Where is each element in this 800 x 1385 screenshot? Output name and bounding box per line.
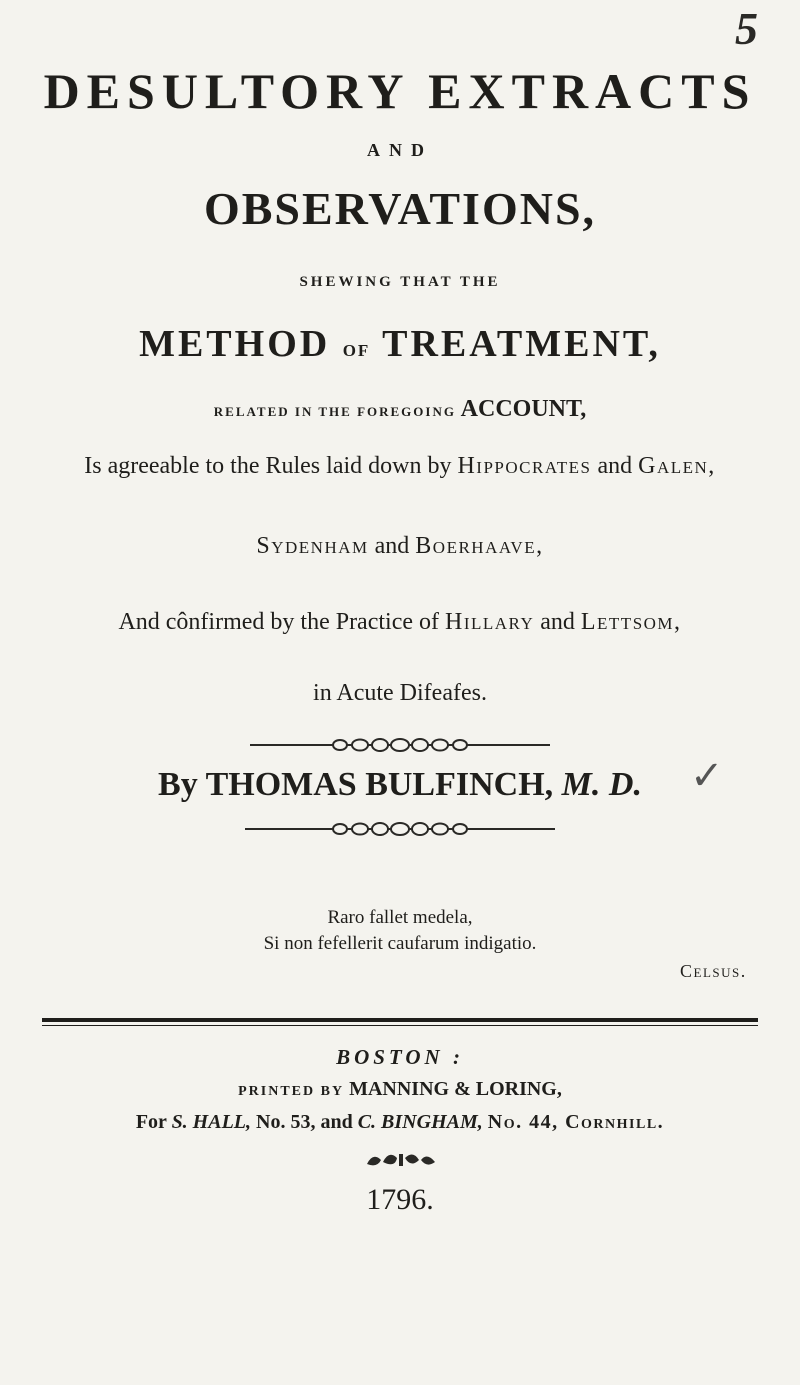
author-name: By THOMAS BULFINCH, bbox=[158, 766, 554, 803]
corner-mark: 5 bbox=[735, 3, 758, 54]
ornament-rule-bottom bbox=[245, 822, 555, 836]
motto-line-1: Raro fallet medela, bbox=[327, 907, 473, 928]
imprint-mid: No. 53, and bbox=[256, 1111, 353, 1133]
related-small: RELATED IN THE FOREGOING bbox=[213, 404, 456, 419]
sydenham-and: and bbox=[374, 533, 410, 559]
confirmed-line bbox=[0, 609, 800, 636]
imprint-city: BOSTON : bbox=[336, 1045, 464, 1069]
printer-flourish bbox=[365, 1150, 437, 1170]
method-line bbox=[0, 322, 800, 366]
imprint-year: 1796. bbox=[366, 1183, 434, 1216]
method-word: METHOD bbox=[139, 323, 331, 365]
imprint-seller-bingham: C. BINGHAM, bbox=[357, 1111, 483, 1133]
imprint-address: No. 44, Cornhill. bbox=[487, 1111, 665, 1133]
title-line-1: DESULTORY EXTRACTS bbox=[43, 63, 757, 119]
imprint-sellers-line bbox=[0, 1111, 800, 1134]
author-byline bbox=[0, 766, 800, 804]
imprint-rule bbox=[42, 1018, 758, 1022]
imprint-seller-hall: S. HALL, bbox=[171, 1111, 252, 1133]
agreeable-text: Is agreeable to the Rules laid down by bbox=[84, 453, 452, 479]
imprint-rule-thin bbox=[42, 1025, 758, 1026]
subtitle-shewing: SHEWING THAT THE bbox=[299, 274, 501, 290]
method-of: OF bbox=[342, 341, 371, 360]
imprint-printers: MANNING & LORING, bbox=[349, 1078, 562, 1100]
motto bbox=[0, 905, 800, 957]
name-sydenham: Sydenham bbox=[256, 533, 369, 559]
name-galen: Galen, bbox=[638, 453, 716, 479]
motto-author: Celsus. bbox=[680, 961, 747, 981]
author-degree: M. D. bbox=[561, 766, 642, 803]
imprint-printers-line bbox=[0, 1078, 800, 1101]
imprint-for: For bbox=[135, 1111, 167, 1133]
motto-line-2: Si non fefellerit caufarum indigatio. bbox=[263, 933, 537, 954]
name-hippocrates: Hippocrates bbox=[457, 453, 592, 479]
imprint-printed-by: PRINTED BY bbox=[238, 1084, 345, 1099]
related-account: ACCOUNT, bbox=[460, 396, 587, 422]
name-boerhaave: Boerhaave, bbox=[415, 533, 544, 559]
sydenham-line bbox=[0, 533, 800, 560]
agreeable-line bbox=[0, 453, 800, 480]
check-mark: ✓ bbox=[690, 753, 724, 798]
ornament-rule-top bbox=[250, 738, 550, 752]
confirmed-text: And cônfirmed by the Practice of bbox=[118, 609, 439, 635]
title-line-2: OBSERVATIONS, bbox=[203, 183, 597, 234]
treatment-word: TREATMENT, bbox=[382, 323, 661, 365]
confirmed-and: and bbox=[540, 609, 575, 635]
related-line bbox=[0, 396, 800, 423]
title-and: AND bbox=[367, 140, 433, 160]
acute-line: in Acute Difeafes. bbox=[313, 680, 487, 706]
name-lettsom: Lettsom, bbox=[580, 609, 682, 635]
agreeable-and: and bbox=[597, 453, 633, 479]
name-hillary: Hillary bbox=[445, 609, 535, 635]
